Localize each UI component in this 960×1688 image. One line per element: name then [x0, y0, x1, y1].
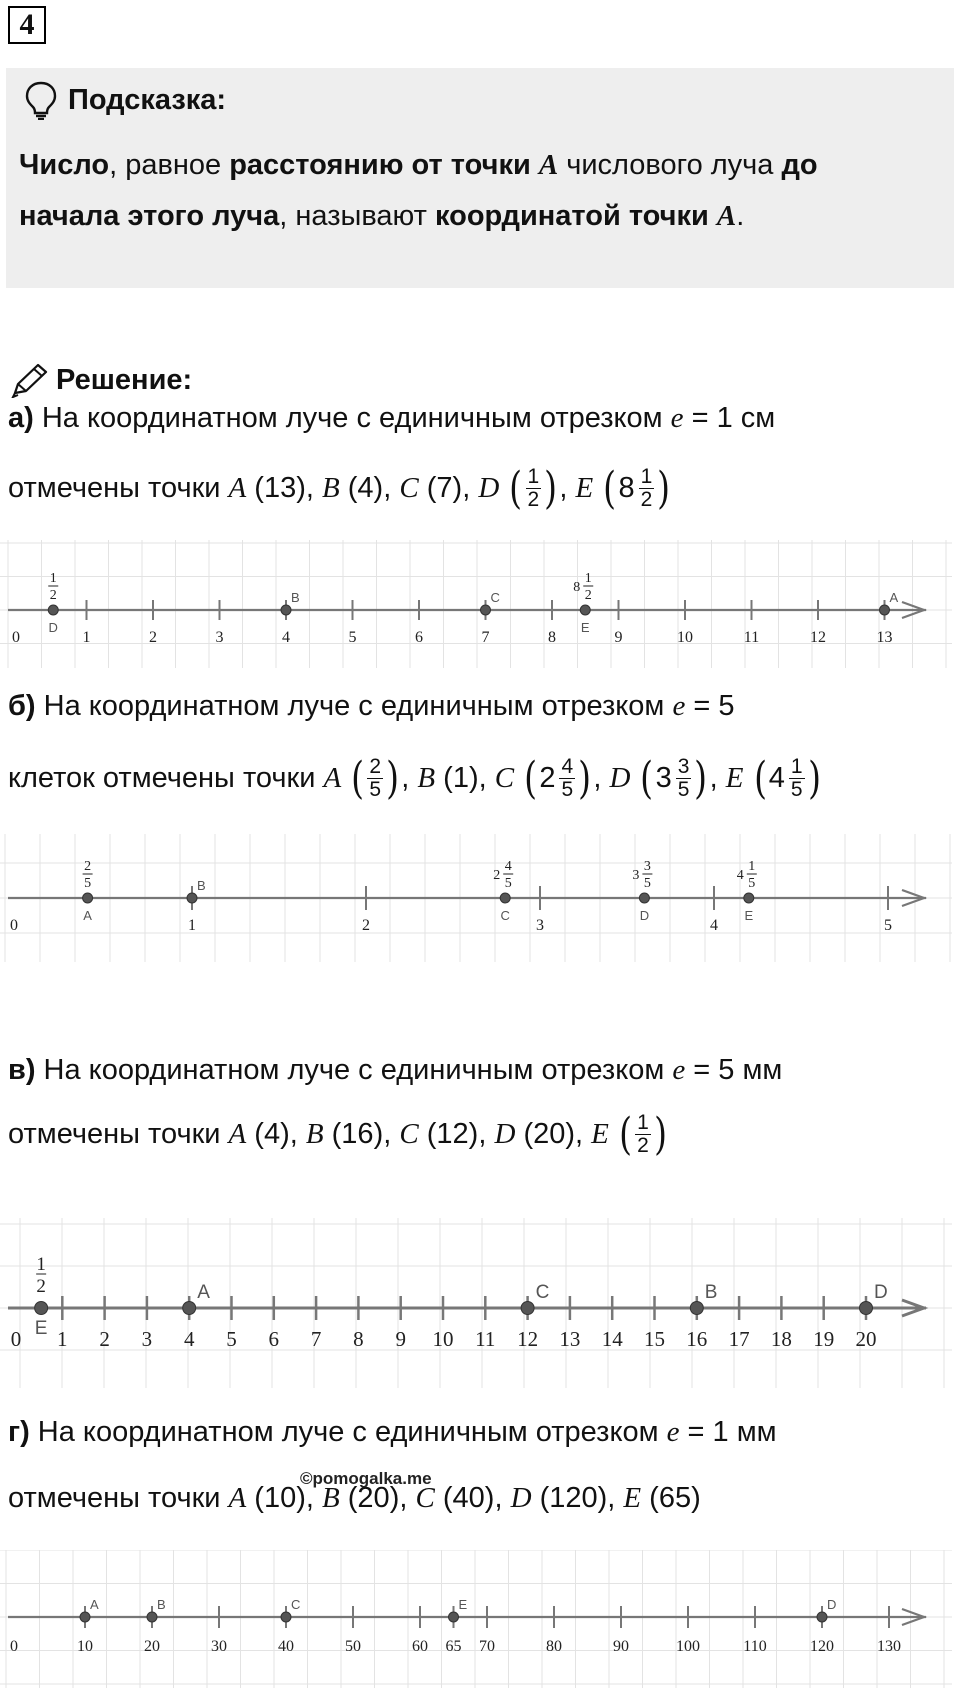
fraction-whole: 3 [632, 868, 640, 883]
point-D [817, 1597, 836, 1622]
point-marker [744, 893, 754, 903]
point-name: A [83, 908, 92, 923]
point-A [83, 859, 93, 923]
tick-label: 16 [686, 1327, 708, 1351]
point-marker [147, 1612, 157, 1622]
fraction-whole: 4 [736, 868, 744, 883]
point-name: A [197, 1282, 210, 1303]
point-name: D [48, 620, 58, 635]
point-name: C [500, 908, 510, 923]
watermark: ©pomogalka.me [300, 1469, 432, 1488]
tick-label: 8 [353, 1327, 364, 1351]
tick-label: 0 [10, 1327, 22, 1351]
fraction-denominator: 2 [49, 588, 57, 603]
point-marker [449, 1612, 459, 1622]
tick-label: 60 [412, 1638, 428, 1655]
part-v-line1: в) На координатном луче с единичным отрезком e = 5 мм [8, 1054, 783, 1086]
point-B [281, 590, 300, 615]
tick-label: 1 [82, 629, 91, 646]
number-ray-g [0, 1550, 960, 1688]
part-b-line2: клеток отмечены точки A ( $\frac{2}{5}$ ) , B (1), C ( 2 $\frac{4}{5}$ ) , D ( 3 $\frac{3}{5}$ ) , E ( 4 $\frac{1}{5}$ ) [8, 752, 821, 804]
tick-label: 10 [677, 629, 693, 646]
tick-label: 10 [77, 1638, 93, 1655]
part-g-line2: отмечены точки A (10), B (20), C (40), D (120), E (65) [8, 1482, 701, 1514]
fraction-denominator: 2 [584, 588, 592, 603]
tick-label: 17 [728, 1327, 750, 1351]
point-marker [183, 1302, 196, 1315]
tick-label: 3 [215, 629, 224, 646]
part-v-line2: отмечены точки A (4), B (16), C (12), D (20), E ( $\frac{1}{2}$ ) [8, 1108, 667, 1160]
tick-label: 11 [475, 1327, 496, 1351]
fraction-numerator: 1 [49, 571, 57, 586]
point-marker [187, 893, 197, 903]
tick-label: 1 [188, 917, 196, 934]
point-name: B [197, 878, 206, 893]
point-E [449, 1597, 468, 1622]
point-D [860, 1282, 888, 1315]
solution-title [10, 362, 192, 398]
point-marker [639, 893, 649, 903]
part-b-line1: б) На координатном луче с единичным отрезком e = 5 [8, 690, 735, 722]
tick-label: 2 [149, 629, 157, 646]
point-marker [83, 893, 93, 903]
tick-label: 65 [445, 1638, 462, 1655]
point-C [493, 859, 513, 923]
point-marker [580, 605, 590, 615]
fraction: $\frac{1}{5}$ [790, 755, 803, 801]
point-B [187, 878, 206, 903]
tick-label: 20 [855, 1327, 877, 1351]
point-B [690, 1282, 717, 1315]
lightbulb-icon [24, 80, 58, 120]
fraction-denominator: 2 [36, 1276, 46, 1297]
tick-label: 10 [432, 1327, 454, 1351]
point-marker [281, 1612, 291, 1622]
grid [0, 540, 952, 668]
number-ray-a [0, 540, 960, 668]
hint-box [6, 68, 954, 288]
tick-label: 12 [810, 629, 826, 646]
number-ray-b [0, 834, 960, 962]
tick-label: 100 [676, 1638, 700, 1655]
point-A [80, 1597, 99, 1622]
tick-label: 50 [345, 1638, 361, 1655]
tick-label: 5 [348, 629, 357, 646]
tick-label: 120 [810, 1638, 834, 1655]
hint-text: Число, равное расстоянию от точки A числового луча до начала этого луча, называют координатой точки A. [19, 149, 818, 232]
point-marker [690, 1302, 703, 1315]
pencil-icon [10, 362, 50, 398]
tick-label: 30 [211, 1638, 227, 1655]
tick-label: 18 [770, 1327, 792, 1351]
tick-label: 110 [743, 1638, 767, 1655]
point-marker [500, 893, 510, 903]
hint-title [24, 80, 226, 120]
fraction-denominator: 5 [84, 876, 92, 891]
tick-label: 4 [183, 1327, 195, 1351]
task-number: 4 [8, 6, 46, 44]
tick-label: 11 [743, 629, 760, 646]
tick-label: 7 [481, 629, 490, 646]
fraction-numerator: 3 [643, 859, 651, 874]
fraction: $\frac{1}{2}$ [637, 1111, 649, 1157]
tick-label: 4 [710, 917, 718, 934]
fraction: $\frac{2}{5}$ [369, 755, 382, 801]
tick-label: 2 [362, 917, 370, 934]
fraction-denominator: 5 [504, 876, 512, 891]
point-marker [817, 1612, 827, 1622]
point-marker [481, 605, 491, 615]
tick-label: 1 [57, 1327, 68, 1351]
point-A [880, 590, 899, 615]
tick-label: 70 [479, 1638, 495, 1655]
point-E [35, 1254, 48, 1339]
part-g-line1: г) На координатном луче с единичным отрезком e = 1 мм [8, 1416, 777, 1448]
tick-label: 5 [226, 1327, 237, 1351]
tick-label: 90 [613, 1638, 629, 1655]
number-ray-v [0, 1218, 960, 1388]
point-A [183, 1282, 211, 1315]
tick-label: 0 [10, 917, 18, 934]
tick-label: 3 [536, 917, 544, 934]
fraction-whole: 2 [493, 868, 501, 883]
tick-label: 6 [268, 1327, 280, 1351]
tick-label: 14 [601, 1327, 623, 1351]
point-name: B [157, 1597, 166, 1612]
point-B [147, 1597, 166, 1622]
tick-label: 20 [144, 1638, 160, 1655]
tick-label: 19 [813, 1327, 835, 1351]
tick-label: 13 [876, 629, 893, 646]
tick-label: 7 [310, 1327, 322, 1351]
point-marker [80, 1612, 90, 1622]
point-name: D [639, 908, 650, 923]
fraction-numerator: 2 [84, 859, 92, 874]
point-name: E [34, 1318, 48, 1339]
point-marker [48, 605, 58, 615]
tick-label: 2 [99, 1327, 110, 1351]
point-name: D [874, 1282, 888, 1303]
point-name: E [580, 620, 590, 635]
tick-label: 3 [141, 1327, 153, 1351]
tick-label: 13 [559, 1327, 581, 1351]
point-name: B [291, 590, 300, 605]
point-name: A [90, 1597, 99, 1612]
point-name: D [827, 1597, 837, 1612]
fraction-numerator: 4 [504, 859, 512, 874]
tick-label: 130 [877, 1638, 901, 1655]
tick-label: 9 [395, 1327, 406, 1351]
tick-label: 0 [10, 1638, 18, 1655]
tick-label: 40 [278, 1638, 294, 1655]
part-a-line1: а) На координатном луче с единичным отрезком e = 1 см [8, 402, 776, 434]
point-marker [281, 605, 291, 615]
tick-label: 5 [884, 917, 892, 934]
fraction-whole: 8 [573, 580, 581, 595]
fraction-numerator: 1 [748, 859, 756, 874]
grid [0, 1550, 952, 1688]
hint-title-text: Подсказка: [68, 83, 227, 116]
fraction-denominator: 5 [748, 876, 756, 891]
tick-label: 6 [415, 629, 423, 646]
fraction-numerator: 1 [36, 1254, 46, 1275]
point-marker [35, 1302, 48, 1315]
grid [0, 1218, 952, 1388]
point-E [573, 571, 593, 635]
point-name: E [744, 908, 754, 923]
fraction-denominator: 5 [643, 876, 651, 891]
point-D [48, 571, 58, 635]
point-C [521, 1282, 549, 1315]
tick-label: 9 [614, 629, 623, 646]
fraction: $\frac{4}{5}$ [561, 755, 574, 801]
point-name: C [535, 1282, 550, 1303]
part-a-line2: отмечены точки A (13), B (4), C (7), D ( $\frac{1}{2}$ ) , E ( 8 $\frac{1}{2}$ ) [8, 462, 671, 514]
point-name: C [291, 1597, 301, 1612]
fraction-numerator: 1 [584, 571, 592, 586]
point-marker [880, 605, 890, 615]
tick-label: 4 [282, 629, 290, 646]
fraction: $\frac{3}{5}$ [677, 755, 690, 801]
solution-title-text: Решение: [56, 363, 193, 396]
fraction: $\frac{1}{2}$ [640, 465, 653, 511]
point-C [281, 1597, 300, 1622]
tick-label: 12 [517, 1327, 539, 1351]
point-name: B [704, 1282, 718, 1303]
point-name: C [490, 590, 500, 605]
point-marker [860, 1302, 873, 1315]
fraction: $\frac{1}{2}$ [527, 465, 540, 511]
tick-label: 0 [12, 629, 20, 646]
point-marker [521, 1302, 534, 1315]
point-name: A [889, 590, 899, 605]
tick-label: 15 [644, 1327, 665, 1351]
tick-label: 8 [548, 629, 556, 646]
point-name: E [458, 1597, 468, 1612]
point-C [481, 590, 500, 615]
tick-label: 80 [546, 1638, 562, 1655]
